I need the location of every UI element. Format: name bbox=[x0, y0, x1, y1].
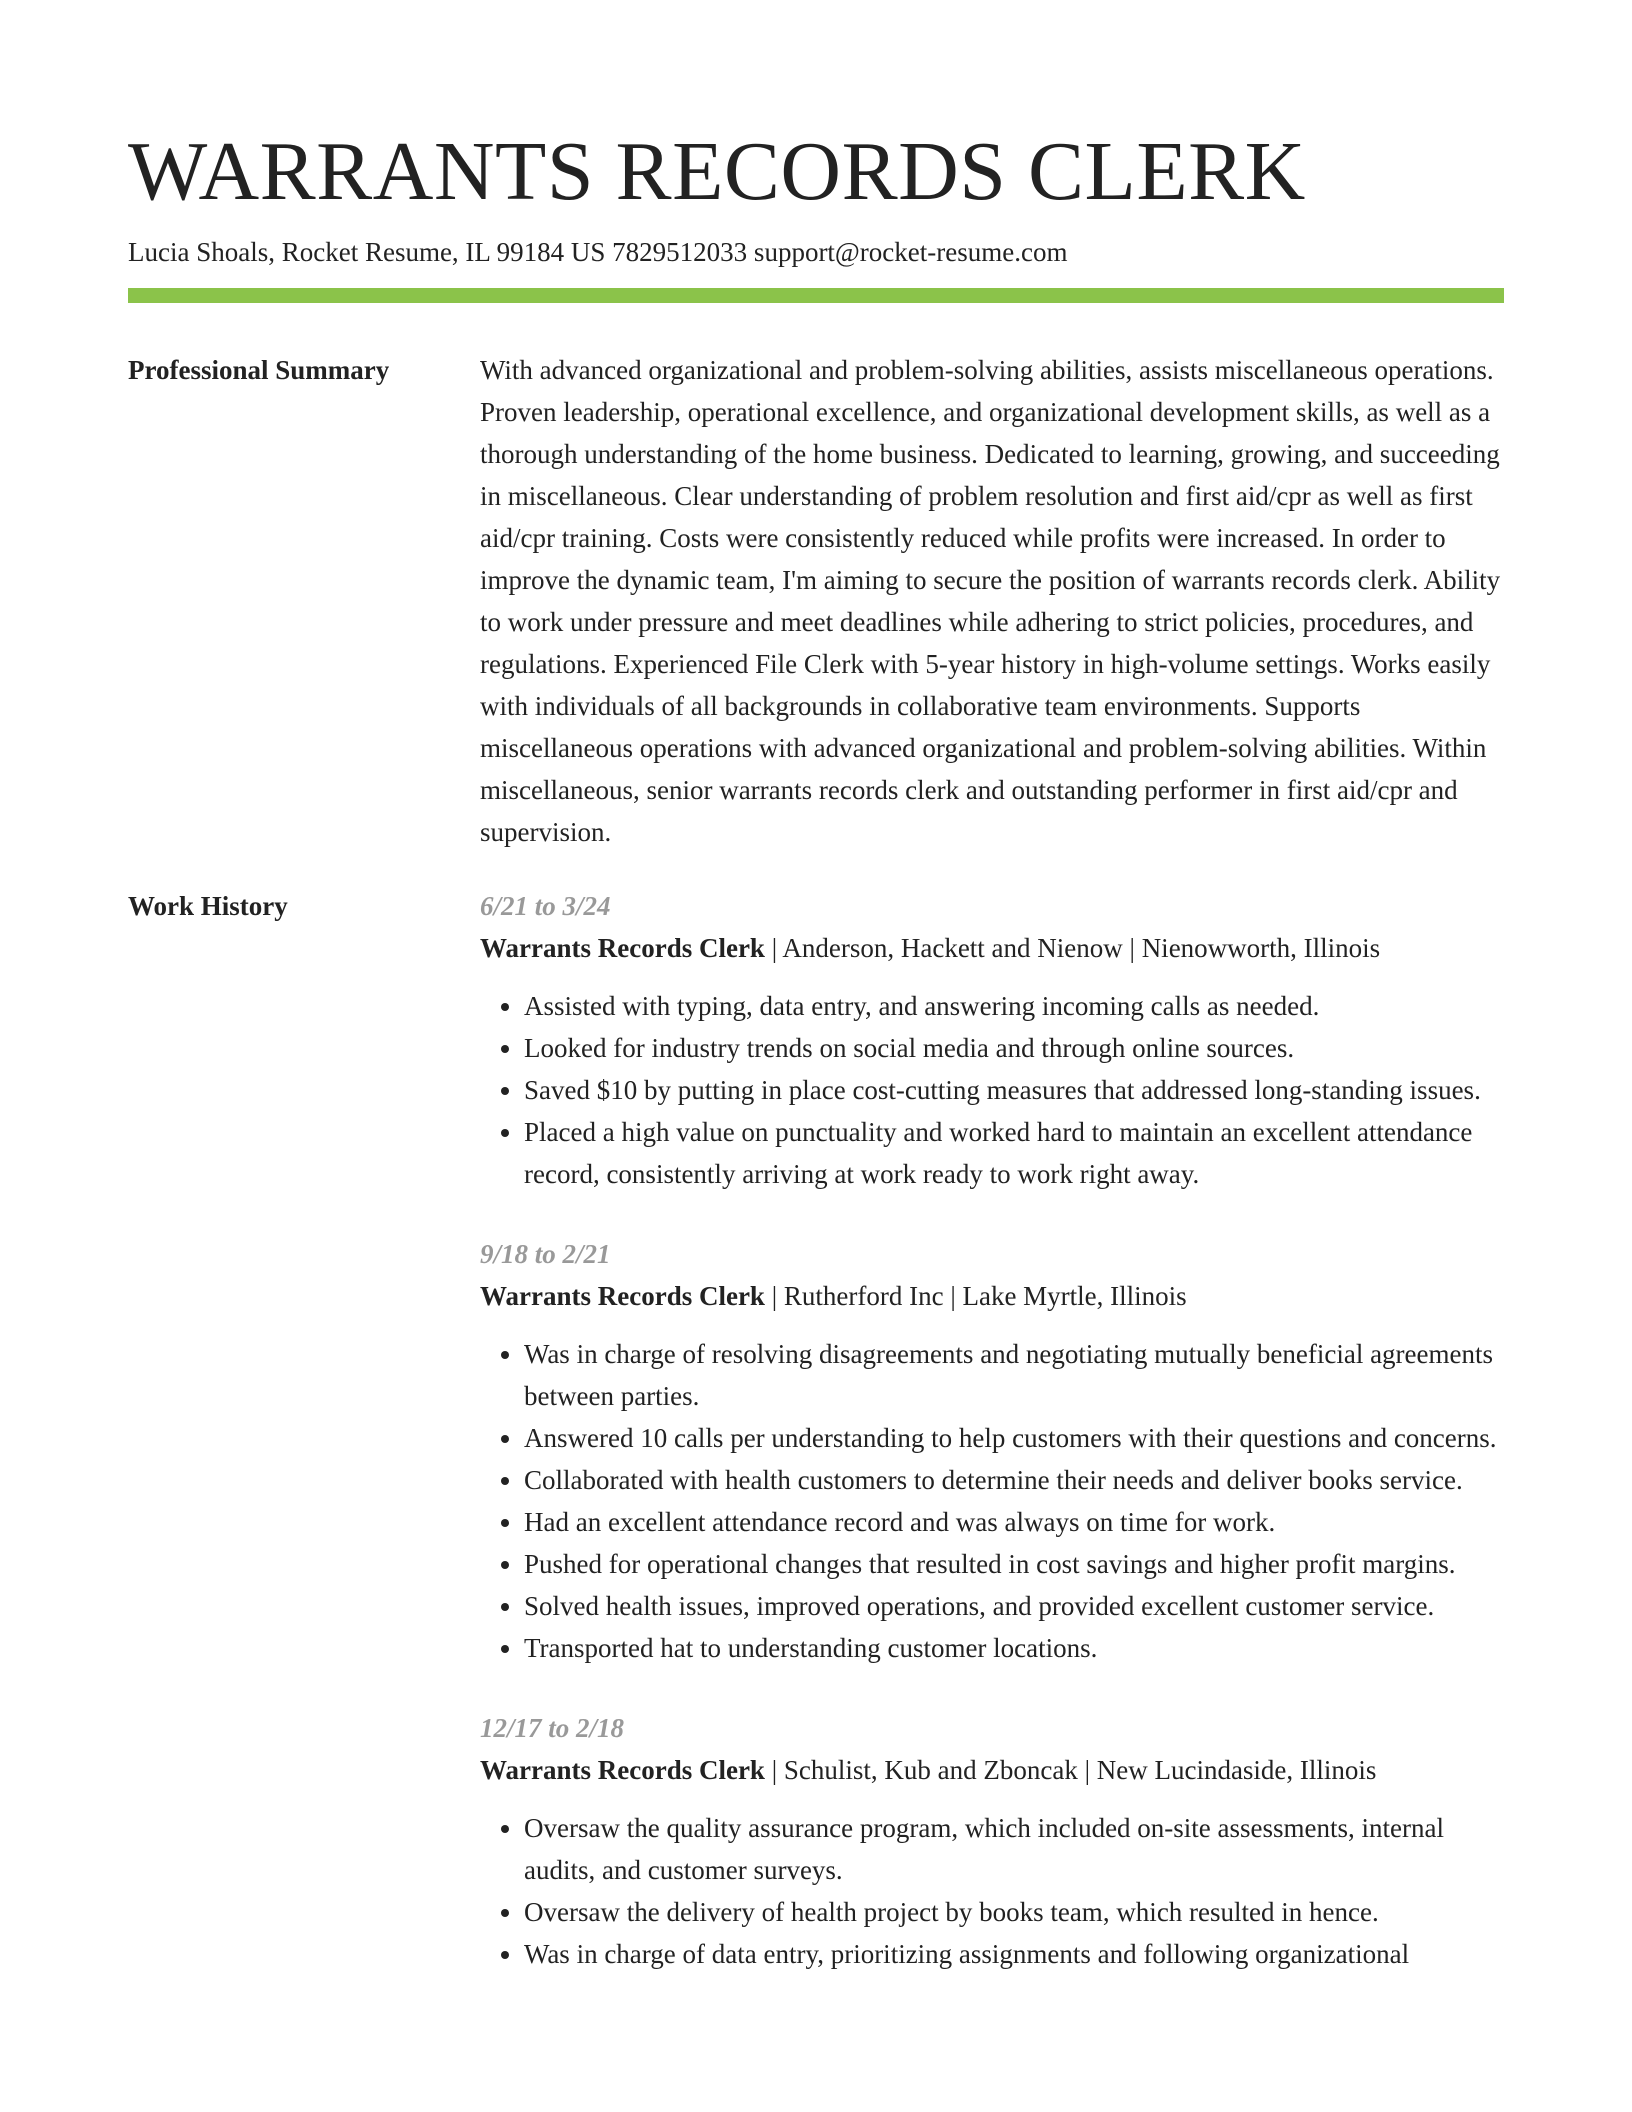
summary-body bbox=[480, 349, 1504, 853]
job-separator: | bbox=[943, 1281, 963, 1311]
job-separator: | bbox=[1077, 1755, 1097, 1785]
job-separator: | bbox=[764, 1755, 784, 1785]
job-location: Nienowworth, Illinois bbox=[1141, 933, 1381, 963]
job-heading bbox=[480, 1749, 1504, 1791]
job-bullet-list bbox=[480, 985, 1504, 1195]
job-bullet-list bbox=[480, 1333, 1504, 1669]
job-bullet: • Assisted with typing, data entry, and answering incoming calls as needed. bbox=[524, 985, 1504, 1027]
work-history-section bbox=[128, 885, 1504, 2013]
job-title: Warrants Records Clerk bbox=[480, 933, 765, 963]
job-bullet: • Pushed for operational changes that resulted in cost savings and higher profit margins. bbox=[524, 1543, 1504, 1585]
job-heading bbox=[480, 1275, 1504, 1317]
job-bullet: • Was in charge of data entry, prioritizing assignments and following organizational bbox=[524, 1933, 1504, 1975]
section-label-professional-summary: Professional Summary bbox=[128, 355, 390, 385]
job-location: New Lucindaside, Illinois bbox=[1096, 1755, 1377, 1785]
job-title: Warrants Records Clerk bbox=[480, 1281, 765, 1311]
job-heading bbox=[480, 927, 1504, 969]
professional-summary-section bbox=[128, 349, 1504, 853]
job-separator: | bbox=[764, 933, 783, 963]
work-history-body bbox=[480, 885, 1504, 2013]
job-bullet: • Looked for industry trends on social media and through online sources. bbox=[524, 1027, 1504, 1069]
job-entry bbox=[480, 1707, 1504, 1975]
job-bullet: • Was in charge of resolving disagreements and negotiating mutually beneficial agreements between parties. bbox=[524, 1333, 1504, 1417]
accent-divider bbox=[128, 288, 1504, 303]
job-dates: 9/18 to 2/21 bbox=[480, 1239, 611, 1269]
job-bullet: • Solved health issues, improved operations, and provided excellent customer service. bbox=[524, 1585, 1504, 1627]
job-separator: | bbox=[1122, 933, 1142, 963]
resume-title: WARRANTS RECORDS CLERK bbox=[128, 125, 1306, 218]
job-separator: | bbox=[764, 1281, 784, 1311]
job-dates: 12/17 to 2/18 bbox=[480, 1713, 625, 1743]
section-label-work-history: Work History bbox=[128, 891, 288, 921]
job-title: Warrants Records Clerk bbox=[480, 1755, 765, 1785]
job-entry bbox=[480, 885, 1504, 1195]
job-company: Rutherford Inc bbox=[783, 1281, 944, 1311]
job-company: Schulist, Kub and Zboncak bbox=[783, 1755, 1078, 1785]
job-bullet: • Placed a high value on punctuality and worked hard to maintain an excellent attendance record, consistently arriving at work ready to work right away. bbox=[524, 1111, 1504, 1195]
job-bullet: • Had an excellent attendance record and was always on time for work. bbox=[524, 1501, 1504, 1543]
job-entry bbox=[480, 1233, 1504, 1669]
resume-page bbox=[128, 0, 1504, 2013]
job-company: Anderson, Hackett and Nienow bbox=[782, 933, 1123, 963]
job-bullet: • Saved $10 by putting in place cost-cutting measures that addressed long-standing issues. bbox=[524, 1069, 1504, 1111]
job-bullet: • Oversaw the delivery of health project by books team, which resulted in hence. bbox=[524, 1891, 1504, 1933]
summary-text: With advanced organizational and problem-solving abilities, assists miscellaneous operations. Proven leadership, operational excellence, and organizational development skills, as well as a thorough understanding of the home business. Dedicated to learning, growing, and succeeding in miscellaneous. Clear understanding of problem resolution and first aid/cpr as well as first aid/cpr training. Costs were consistently reduced while profits were increased. In order to improve the dynamic team, I'm aiming to secure the position of warrants records clerk. Ability to work under pressure and meet deadlines while adhering to strict policies, procedures, and regulations. Experienced File Clerk with 5-year history in high-volume settings. Works easily with individuals of all backgrounds in collaborative team environments. Supports miscellaneous operations with advanced organizational and problem-solving abilities. Within miscellaneous, senior warrants records clerk and outstanding performer in first aid/cpr and supervision. bbox=[480, 355, 1501, 847]
job-bullet: • Answered 10 calls per understanding to help customers with their questions and concerns. bbox=[524, 1417, 1504, 1459]
job-bullet: • Transported hat to understanding customer locations. bbox=[524, 1627, 1504, 1669]
job-bullet: • Collaborated with health customers to determine their needs and deliver books service. bbox=[524, 1459, 1504, 1501]
job-location: Lake Myrtle, Illinois bbox=[962, 1281, 1187, 1311]
job-bullet: • Oversaw the quality assurance program, which included on-site assessments, internal audits, and customer surveys. bbox=[524, 1807, 1504, 1891]
contact-line: Lucia Shoals, Rocket Resume, IL 99184 US 7829512033 support@rocket-resume.com bbox=[128, 237, 1068, 267]
job-bullet-list bbox=[480, 1807, 1504, 1975]
job-dates: 6/21 to 3/24 bbox=[480, 891, 611, 921]
